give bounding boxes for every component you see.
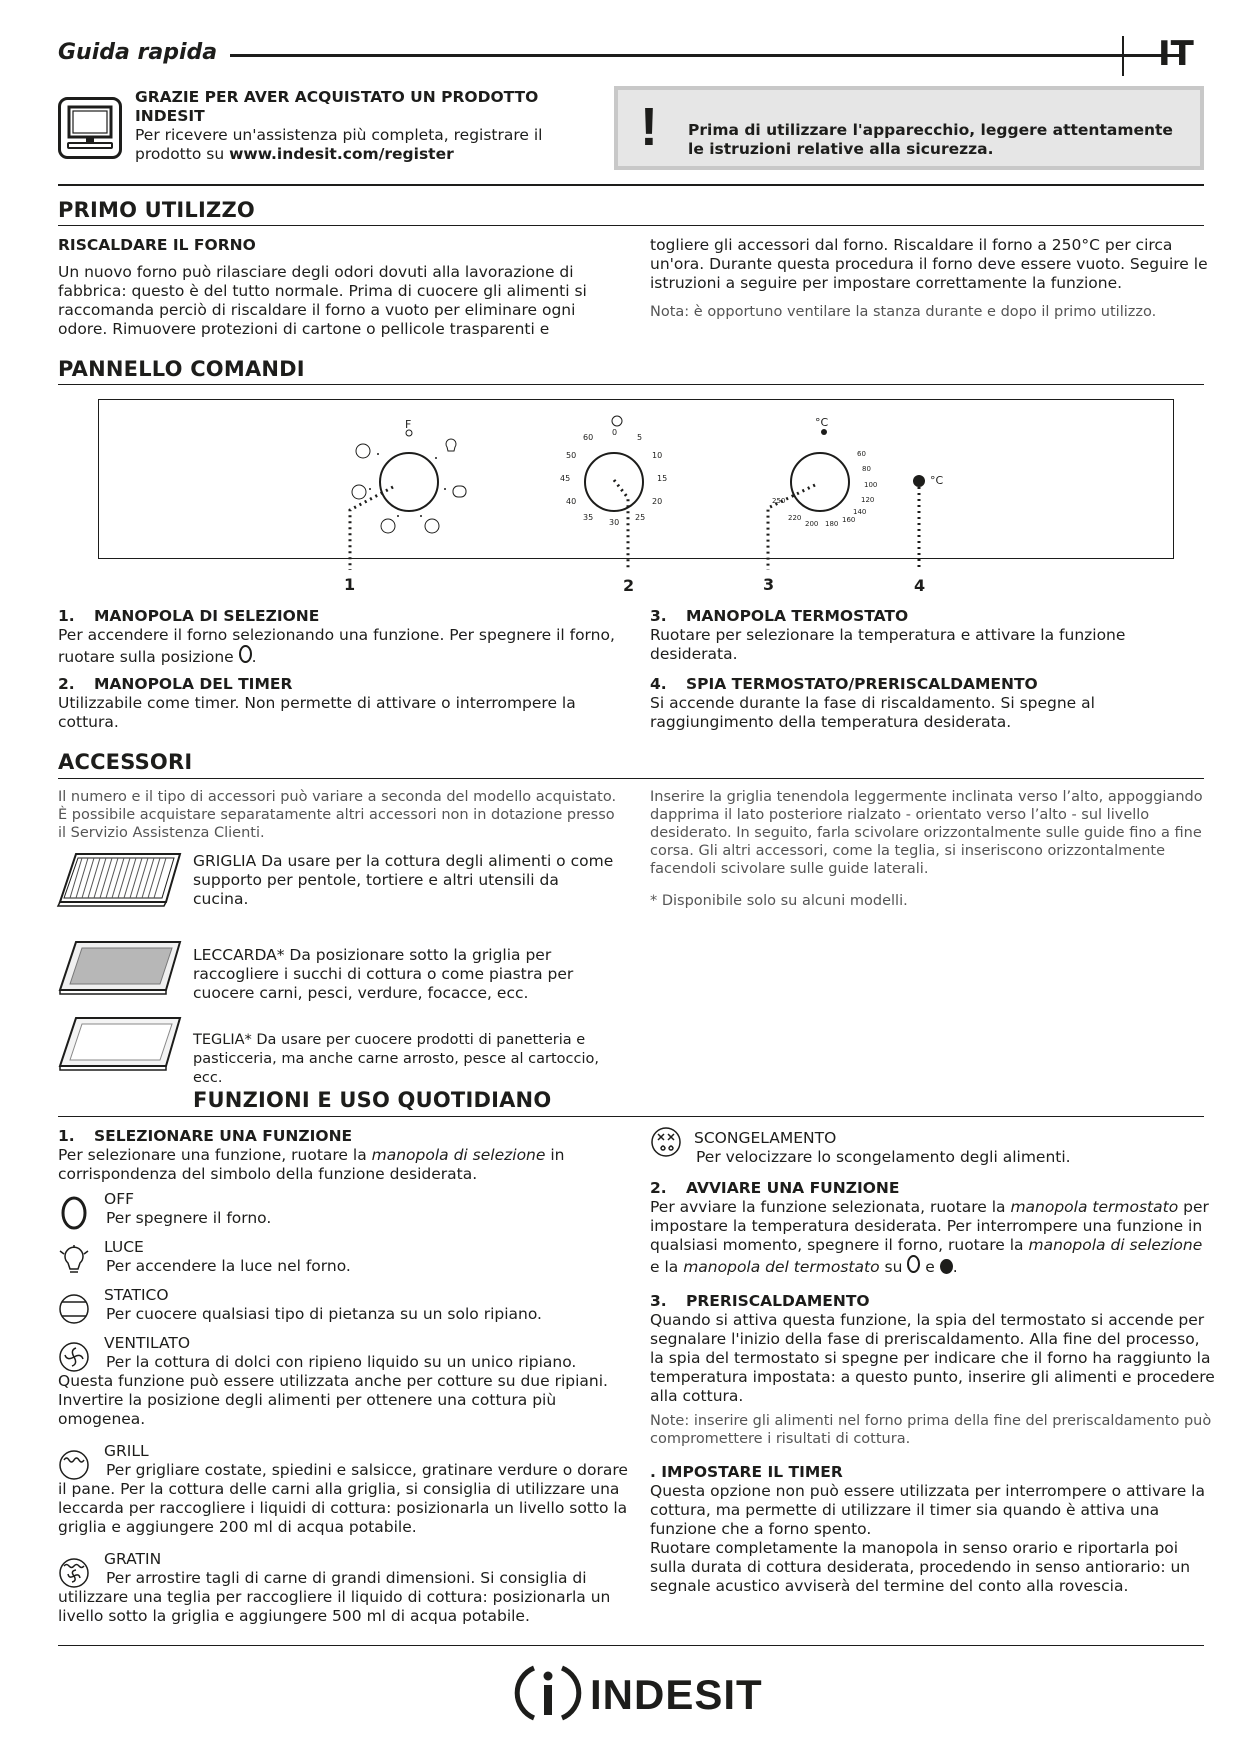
timer-mark-25: 25 — [635, 513, 646, 522]
step-3-note: Note: inserire gli alimenti nel forno prima della fine del preriscaldamento può compromettere i risultati di cottura. — [650, 1413, 1212, 1447]
defrost-icon — [652, 1128, 680, 1156]
step-4-title: . IMPOSTARE IL TIMER — [650, 1463, 843, 1481]
panel-item-3-title: 3. MANOPOLA TERMOSTATO — [650, 607, 909, 625]
scongelamento-desc: Per velocizzare lo scongelamento degli alimenti. — [696, 1148, 1071, 1166]
leccarda-text: LECCARDA* Da posizionare sotto la griglia per raccogliere i succhi di cottura o come piastra per cuocere carni, pesci, verdure, focacce, ecc. — [193, 946, 574, 1002]
step-4-text: Questa opzione non può essere utilizzata per interrompere o attivare la cottura, ma permette di utilizzare il timer sia quando è attiva una funzione che a forno spento. — [650, 1482, 1205, 1538]
indesit-logo-mark — [512, 1662, 584, 1724]
statico-desc: Per cuocere qualsiasi tipo di pietanza su un solo ripiano. — [106, 1305, 542, 1323]
luce-name: LUCE — [104, 1238, 144, 1256]
off-desc: Per spegnere il forno. — [106, 1209, 272, 1227]
section-title-funzioni: FUNZIONI E USO QUOTIDIANO — [193, 1088, 552, 1112]
timer-mark-45: 45 — [560, 474, 571, 483]
timer-mark-20: 20 — [652, 497, 663, 506]
gratin-desc: Per arrostire tagli di carne di grandi dimensioni. Si consiglia di utilizzare una teglia per raccogliere il liquido di cottura: posizionarla un livello sotto la griglia e aggiungere 500 ml di acqua potabile. — [58, 1569, 611, 1625]
teglia-text: TEGLIA* Da usare per cuocere prodotti di panetteria e pasticceria, ma anche carne arrosto, pesce al cartoccio, ecc. — [193, 1032, 599, 1086]
ventilato-desc: Per la cottura di dolci con ripieno liquido su un unico ripiano. Questa funzione può essere utilizzata anche per cotture su due ripiani. Invertire la posizione degli alimenti per ottenere una cottura più omogenea. — [58, 1353, 608, 1428]
funzioni-step-4 — [650, 1463, 1215, 1596]
panel-item-1-text: Per accendere il forno selezionando una funzione. Per spegnere il forno, ruotare sulla posizione . — [58, 626, 615, 666]
panel-item-1-title: 1. MANOPOLA DI SELEZIONE — [58, 607, 320, 625]
thermo-mark-80: 80 — [862, 465, 871, 473]
funzioni-step-2 — [650, 1179, 1215, 1277]
panel-item-2-text: Utilizzabile come timer. Non permette di attivare o interrompere la cottura. — [58, 694, 576, 731]
timer-mark-15: 15 — [657, 474, 668, 483]
panel-item-3-text: Ruotare per selezionare la temperatura e attivare la funzione desiderata. — [650, 626, 1126, 663]
grill-desc: Per grigliare costate, spiedini e salsicce, gratinare verdure o dorare il pane. Per la cottura delle carni alla griglia, si consiglia di utilizzare una leccarda per raccogliere i liquidi di cottura: posizionarla un livello sotto la griglia e aggiungere 200 ml di acqua potabile. — [58, 1461, 628, 1536]
light-icon — [60, 1245, 88, 1272]
exclamation-icon: ! — [640, 97, 658, 157]
callout-4: 4 — [914, 576, 926, 595]
grill-name: GRILL — [104, 1442, 149, 1460]
section-title-accessori: ACCESSORI — [58, 750, 193, 774]
step-2-text: Per avviare la funzione selezionata, ruotare la manopola termostato per impostare la temperatura desiderata. Per interrompere una funzione in qualsiasi momento, spegnere il forno, ruotare la manopola di selezione e la manopola del termostato su e . — [650, 1198, 1209, 1276]
step-1-title: 1. SELEZIONARE UNA FUNZIONE — [58, 1127, 353, 1145]
step-1-text: Per selezionare una funzione, ruotare la manopola di selezione in corrispondenza del simbolo della funzione desiderata. — [58, 1146, 565, 1183]
timer-mark-5: 5 — [637, 433, 643, 442]
language-code: IT — [1158, 34, 1194, 74]
off-name: OFF — [104, 1190, 135, 1208]
primo-col2-text: togliere gli accessori dal forno. Riscaldare il forno a 250°C per circa un'ora. Durante questa procedura il forno deve essere vuoto. Seguire le istruzioni a seguire per impostare correttamente la funzione. — [650, 236, 1208, 292]
header-title: Guida rapida — [58, 40, 218, 65]
luce-desc: Per accendere la luce nel forno. — [106, 1257, 351, 1275]
timer-mark-60: 60 — [583, 433, 594, 442]
timer-mark-50: 50 — [566, 451, 577, 460]
footer-rule — [58, 1645, 1204, 1646]
gratin-name: GRATIN — [104, 1550, 162, 1568]
thermo-mark-120: 120 — [861, 496, 875, 504]
off-icon — [63, 1198, 85, 1228]
accessori-right-text: Inserire la griglia tenendola leggermente inclinata verso l’alto, appoggiando dapprima il lato posteriore rialzato - orientato verso l’alto - sul livello desiderato. In seguito, farla scivolare orizzontalmente sulle guide fino a fine corsa. Gli altri accessori, come la teglia, si inseriscono orizzontalmente facendoli scivolare sulle guide laterali. — [650, 789, 1203, 877]
register-body: Per ricevere un'assistenza più completa, registrare il prodotto su — [135, 126, 543, 163]
step-3-title: 3. PRERISCALDAMENTO — [650, 1292, 870, 1310]
register-title: GRAZIE PER AVER ACQUISTATO UN PRODOTTO INDESIT — [135, 88, 539, 125]
thermo-mark-250: 250 — [772, 497, 786, 505]
callout-3: 3 — [763, 575, 775, 594]
primo-col1-text: Un nuovo forno può rilasciare degli odori dovuti alla lavorazione di fabbrica: questo è del tutto normale. Prima di cuocere gli alimenti si raccomanda perciò di riscaldare il forno a vuoto per eliminare ogni odore. Rimuovere protezioni di cartone o pellicole trasparenti e — [58, 263, 587, 338]
indesit-logo — [512, 1662, 762, 1724]
section-title-primo-utilizzo: PRIMO UTILIZZO — [58, 198, 255, 222]
timer-mark-40: 40 — [566, 497, 577, 506]
statico-name: STATICO — [104, 1286, 169, 1304]
funzioni-step-3 — [650, 1292, 1215, 1448]
warning-text: Prima di utilizzare l'apparecchio, leggere attentamente le istruzioni relative alla sicurezza. — [688, 121, 1173, 158]
thermo-mark-200: 200 — [805, 520, 819, 528]
section-title-pannello: PANNELLO COMANDI — [58, 357, 305, 381]
timer-mark-10: 10 — [652, 451, 663, 460]
step-3-text: Quando si attiva questa funzione, la spia del termostato si accende per segnalare l'inizio della fase di preriscaldamento. Alla fine del processo, la spia del termostato si spegne per indicare che il forno ha raggiunto la temperatura impostata: a questo punto, inserire gli alimenti e procedere alla cottura. — [650, 1311, 1215, 1405]
timer-mark-35: 35 — [583, 513, 594, 522]
step-4-text-2: Ruotare completamente la manopola in senso orario e riportarla poi sulla durata di cottura desiderata, procedendo in senso antiorario: un segnale acustico avviserà del termine del conto alla rovescia. — [650, 1539, 1191, 1595]
thermo-mark-60: 60 — [857, 450, 866, 458]
step-2-title: 2. AVVIARE UNA FUNZIONE — [650, 1179, 900, 1197]
thermo-mark-180: 180 — [825, 520, 839, 528]
timer-mark-0: 0 — [612, 428, 618, 437]
riscaldare-subtitle: RISCALDARE IL FORNO — [58, 236, 256, 254]
scongelamento-name: SCONGELAMENTO — [694, 1129, 837, 1147]
griglia-text: GRIGLIA Da usare per la cottura degli alimenti o come supporto per pentole, tortiere e altri utensili da cucina. — [193, 852, 614, 908]
static-icon — [60, 1295, 88, 1323]
selector-top-label: F — [405, 418, 412, 431]
panel-item-2-title: 2. MANOPOLA DEL TIMER — [58, 675, 293, 693]
thermo-mark-140: 140 — [853, 508, 867, 516]
off-symbol-inline-icon — [907, 1255, 920, 1273]
panel-item-4-title: 4. SPIA TERMOSTATO/PRERISCALDAMENTO — [650, 675, 1038, 693]
panel-item-4-text: Si accende durante la fase di riscaldamento. Si spegne al raggiungimento della temperatura desiderata. — [650, 694, 1095, 731]
indesit-wordmark: INDESIT — [590, 1671, 763, 1718]
register-link[interactable]: www.indesit.com/register — [229, 145, 454, 163]
primo-note: Nota: è opportuno ventilare la stanza durante e dopo il primo utilizzo. — [650, 304, 1157, 320]
thermo-mark-220: 220 — [788, 514, 802, 522]
thermo-mark-160: 160 — [842, 516, 856, 524]
timer-mark-30: 30 — [609, 518, 620, 527]
thermo-mark-100: 100 — [864, 481, 878, 489]
ventilato-name: VENTILATO — [104, 1334, 191, 1352]
callout-2: 2 — [623, 576, 635, 595]
accessori-intro: Il numero e il tipo di accessori può variare a seconda del modello acquistato. È possibile acquistare separatamente altri accessori non in dotazione presso il Servizio Assistenza Clienti. — [58, 789, 617, 841]
lamp-unit-label: °C — [930, 474, 944, 487]
lamp-symbol-inline-icon — [940, 1259, 953, 1274]
callout-1: 1 — [344, 575, 356, 594]
accessori-note: * Disponibile solo su alcuni modelli. — [650, 893, 908, 909]
thermo-unit-top: °C — [815, 416, 829, 429]
